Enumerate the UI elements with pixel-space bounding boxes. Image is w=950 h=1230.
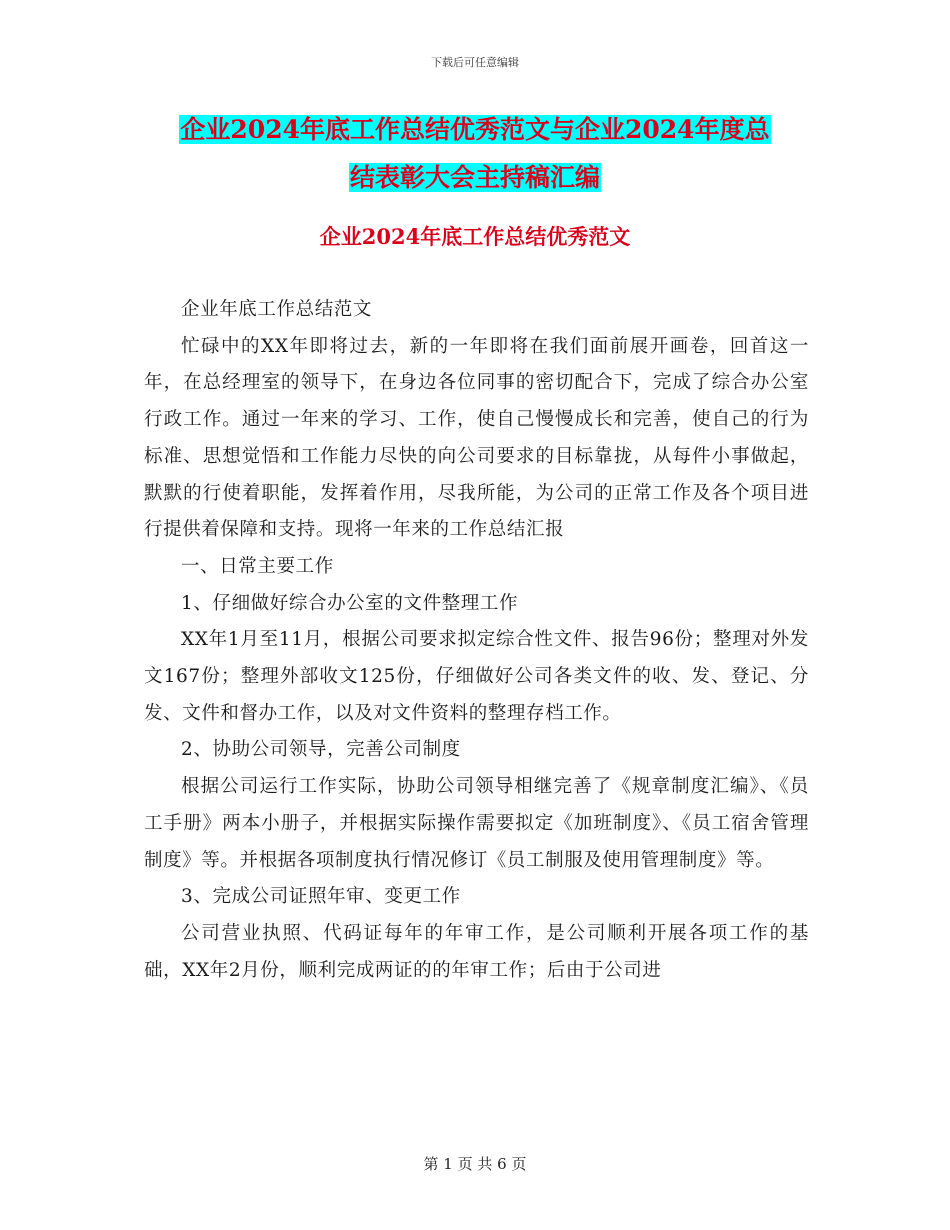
page-number: 第 1 页 共 6 页	[423, 1155, 527, 1173]
subheading-3: 3、完成公司证照年审、变更工作	[181, 886, 461, 908]
heading-daily-work: 一、日常主要工作	[181, 555, 334, 577]
document-title	[0, 106, 950, 202]
paragraph: 忙碌中的XX年即将过去，新的一年即将在我们面前展开画卷，回首这一年，在总经理室的领导下，在身边各位同事的密切配合下，完成了综合办公室行政工作。通过一年来的学习、工作，使自己慢慢成长和完善，使自己的行为标准、思想觉悟和工作能力尽快的向公司要求的目标靠拢，从每件小事做起，默默的行使着职能，发挥着作用，尽我所能，为公司的正常工作及各个项目进行提供着保障和支持。现将一年来的工作总结汇报	[144, 335, 809, 541]
title-line-2: 结表彰大会主持稿汇编	[349, 163, 600, 192]
paragraph: 公司营业执照、代码证每年的年审工作，是公司顺利开展各项工作的基础，XX年2月份，顺利完成两证的的年审工作；后由于公司进	[144, 922, 809, 981]
paragraph: 根据公司运行工作实际，协助公司领导相继完善了《规章制度汇编》、《员工手册》两本小册子，并根据实际操作需要拟定《加班制度》、《员工宿舍管理制度》等。并根据各项制度执行情况修订《员工制服及使用管理制度》等。	[144, 776, 809, 871]
document-body	[144, 292, 809, 989]
section-title: 企业2024年底工作总结优秀范文	[319, 224, 631, 249]
subheading-1: 1、仔细做好综合办公室的文件整理工作	[181, 592, 519, 614]
title-line-1: 企业2024年底工作总结优秀范文与企业2024年度总	[180, 115, 770, 144]
subheading-2: 2、协助公司领导，完善公司制度	[181, 739, 461, 761]
header-note: 下载后可任意编辑	[431, 56, 519, 69]
paragraph: XX年1月至11月，根据公司要求拟定综合性文件、报告96份；整理对外发文167份；整理外部收文125份，仔细做好公司各类文件的收、发、登记、分发、文件和督办工作，以及对文件资料的整理存档工作。	[144, 629, 809, 724]
paragraph-subtitle: 企业年底工作总结范文	[181, 299, 373, 320]
